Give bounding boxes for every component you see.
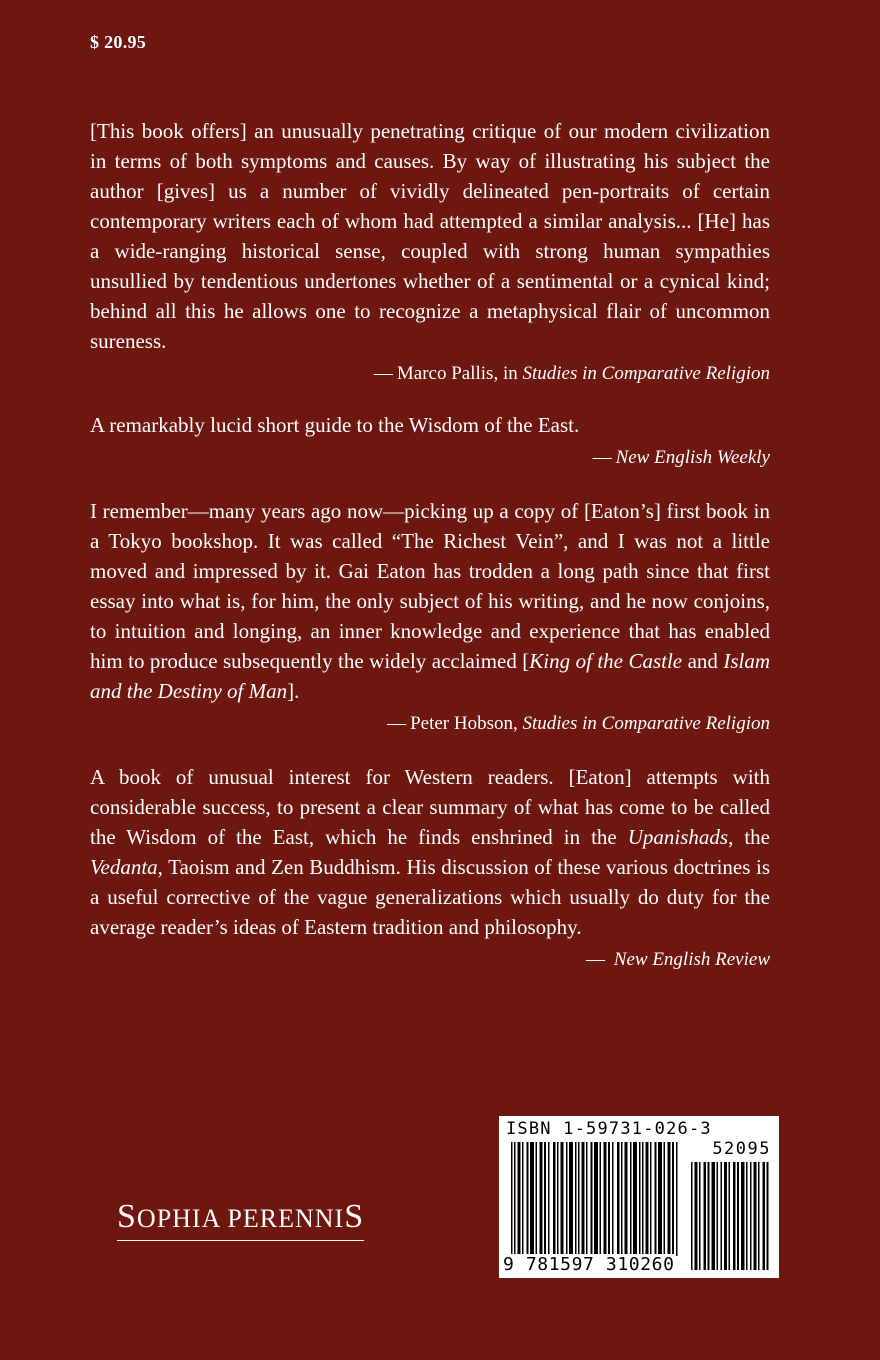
attribution-source: Studies in Comparative Religion	[522, 713, 770, 734]
barcode-bar	[514, 1142, 516, 1256]
barcode-bar	[704, 1162, 707, 1270]
attribution-source: Studies in Comparative Religion	[522, 363, 770, 384]
barcode-bar	[522, 1142, 524, 1256]
barcode-bar	[763, 1162, 766, 1270]
barcode-bar	[557, 1142, 559, 1256]
attribution-source: New English Review	[613, 949, 770, 970]
text-title: Vedanta	[90, 855, 158, 879]
blurb-2-attribution	[90, 444, 770, 472]
barcode-bar	[561, 1142, 564, 1256]
barcode-bar	[658, 1142, 662, 1256]
book-title: Islam and the Destiny of Man	[90, 649, 770, 703]
blurb-4-text-main: A book of unusual interest for Western readers. [Eaton] attempts with considerable success, to present a clear summary of what has come to be called the Wisdom of the East, which he finds enshrined in the	[90, 765, 770, 849]
blurbs	[90, 116, 770, 998]
barcode-bar	[642, 1142, 644, 1256]
barcode-bar	[553, 1142, 556, 1256]
attribution-dash: —	[586, 949, 606, 970]
barcode	[499, 1116, 779, 1278]
barcode-bar	[729, 1162, 731, 1270]
barcode-bar	[691, 1162, 693, 1270]
barcode-bar	[633, 1142, 637, 1256]
barcode-bar	[741, 1162, 745, 1270]
barcode-bar	[578, 1142, 580, 1256]
barcode-bar	[617, 1142, 620, 1256]
barcode-bar	[639, 1142, 641, 1256]
barcode-bar	[518, 1142, 521, 1256]
barcode-bar	[646, 1142, 649, 1256]
barcode-bar	[548, 1142, 550, 1256]
publisher-initial: S	[117, 1198, 137, 1235]
barcode-bar	[737, 1162, 739, 1270]
attribution-source: New English Weekly	[615, 447, 770, 468]
barcode-bar	[575, 1142, 577, 1256]
publisher-logo	[117, 1198, 364, 1241]
barcode-bar	[527, 1142, 529, 1256]
barcode-addon-bars	[691, 1162, 771, 1270]
blurb-3-text	[90, 496, 770, 706]
barcode-bar	[724, 1162, 727, 1270]
barcode-bar	[758, 1162, 760, 1270]
barcode-bar	[630, 1142, 632, 1256]
barcode-bar	[721, 1162, 723, 1270]
barcode-bar	[569, 1142, 573, 1256]
publisher-final: S	[344, 1198, 365, 1235]
blurb-4-text-comma: , the	[728, 825, 770, 849]
blurb-1	[90, 116, 770, 388]
barcode-bar	[582, 1142, 585, 1256]
barcode-bar	[754, 1162, 757, 1270]
attribution-dash: —	[592, 447, 612, 468]
blurb-3-text-and: and	[682, 649, 724, 673]
barcode-bar	[608, 1142, 610, 1256]
barcode-bars	[511, 1142, 681, 1256]
barcode-bar	[530, 1142, 534, 1256]
barcode-bar	[621, 1142, 623, 1256]
barcode-bar	[750, 1162, 752, 1270]
barcode-bar	[536, 1142, 538, 1256]
barcode-bar	[699, 1162, 701, 1270]
barcode-bar	[712, 1162, 716, 1270]
price-code: 52095	[712, 1139, 771, 1159]
barcode-bar	[594, 1142, 598, 1256]
barcode-bar	[566, 1142, 568, 1256]
barcode-bar	[733, 1162, 736, 1270]
barcode-bar	[746, 1162, 748, 1270]
attribution-name: Peter Hobson,	[410, 713, 518, 734]
barcode-bar	[586, 1142, 588, 1256]
barcode-bar	[625, 1142, 628, 1256]
barcode-bar	[695, 1162, 698, 1270]
attribution-dash: —	[387, 713, 407, 734]
attribution-name: Marco Pallis, in	[396, 363, 518, 384]
book-title: King of the Castle	[529, 649, 683, 673]
price-label: $ 20.95	[90, 32, 147, 52]
publisher-name: OPHIA PERENNI	[136, 1204, 345, 1233]
barcode-bar	[600, 1142, 602, 1256]
blurb-3-text-end: ].	[287, 679, 300, 703]
barcode-bar	[717, 1162, 719, 1270]
barcode-bar	[540, 1142, 543, 1256]
barcode-bar	[544, 1142, 546, 1256]
blurb-2-text: A remarkably lucid short guide to the Wisdom of the East.	[90, 413, 580, 437]
blurb-3-attribution	[90, 710, 770, 738]
barcode-bar	[591, 1142, 593, 1256]
attribution-dash: —	[373, 363, 393, 384]
barcode-bar	[655, 1142, 657, 1256]
barcode-bar	[676, 1142, 678, 1256]
blurb-4-attribution	[90, 946, 770, 974]
barcode-bar	[612, 1142, 614, 1256]
blurb-3-text-main: I remember—many years ago now—picking up a copy of [Eaton’s] first book in a Tokyo bookshop. It was called “The Richest Vein”, and I was not a little moved and impressed by it. Gai Eaton has trodden a long path since that first essay into what is, for him, the only subject of his writing, and he now conjoins, to intuition and longing, an inner knowledge and experience that has enabled him to produce subsequently the widely acclaimed [	[90, 499, 770, 673]
barcode-bar	[708, 1162, 710, 1270]
blurb-2	[90, 410, 770, 472]
ean-digits: 9 781597 310260	[503, 1254, 675, 1275]
isbn-label: ISBN 1-59731-026-3	[506, 1119, 712, 1139]
blurb-4	[90, 762, 770, 974]
barcode-bar	[767, 1162, 769, 1270]
blurb-4-text-end: , Taoism and Zen Buddhism. His discussion of these various doctrines is a useful corrective of the vague generalizations which usually do duty for the average reader’s ideas of Eastern tradition and philosophy.	[90, 855, 770, 939]
barcode-bar	[668, 1142, 671, 1256]
text-title: Upanishads	[627, 825, 729, 849]
blurb-4-text	[90, 762, 770, 942]
barcode-bar	[604, 1142, 607, 1256]
blurb-3	[90, 496, 770, 738]
barcode-bar	[650, 1142, 652, 1256]
barcode-bar	[511, 1142, 513, 1256]
blurb-1-attribution	[90, 360, 770, 388]
blurb-1-text: [This book offers] an unusually penetrating critique of our modern civilization in terms of both symptoms and causes. By way of illustrating his subject the author [gives] us a number of vividly delineated pen-portraits of certain contemporary writers each of whom had attempted a similar analysis... [He] has a wide-ranging historical sense, coupled with strong human sympathies unsullied by tendentious undertones whether of a sentimental or a cynical kind; behind all this he allows one to recognize a metaphysical flair of uncommon sureness.	[90, 119, 770, 353]
barcode-bar	[672, 1142, 674, 1256]
barcode-bar	[664, 1142, 666, 1256]
